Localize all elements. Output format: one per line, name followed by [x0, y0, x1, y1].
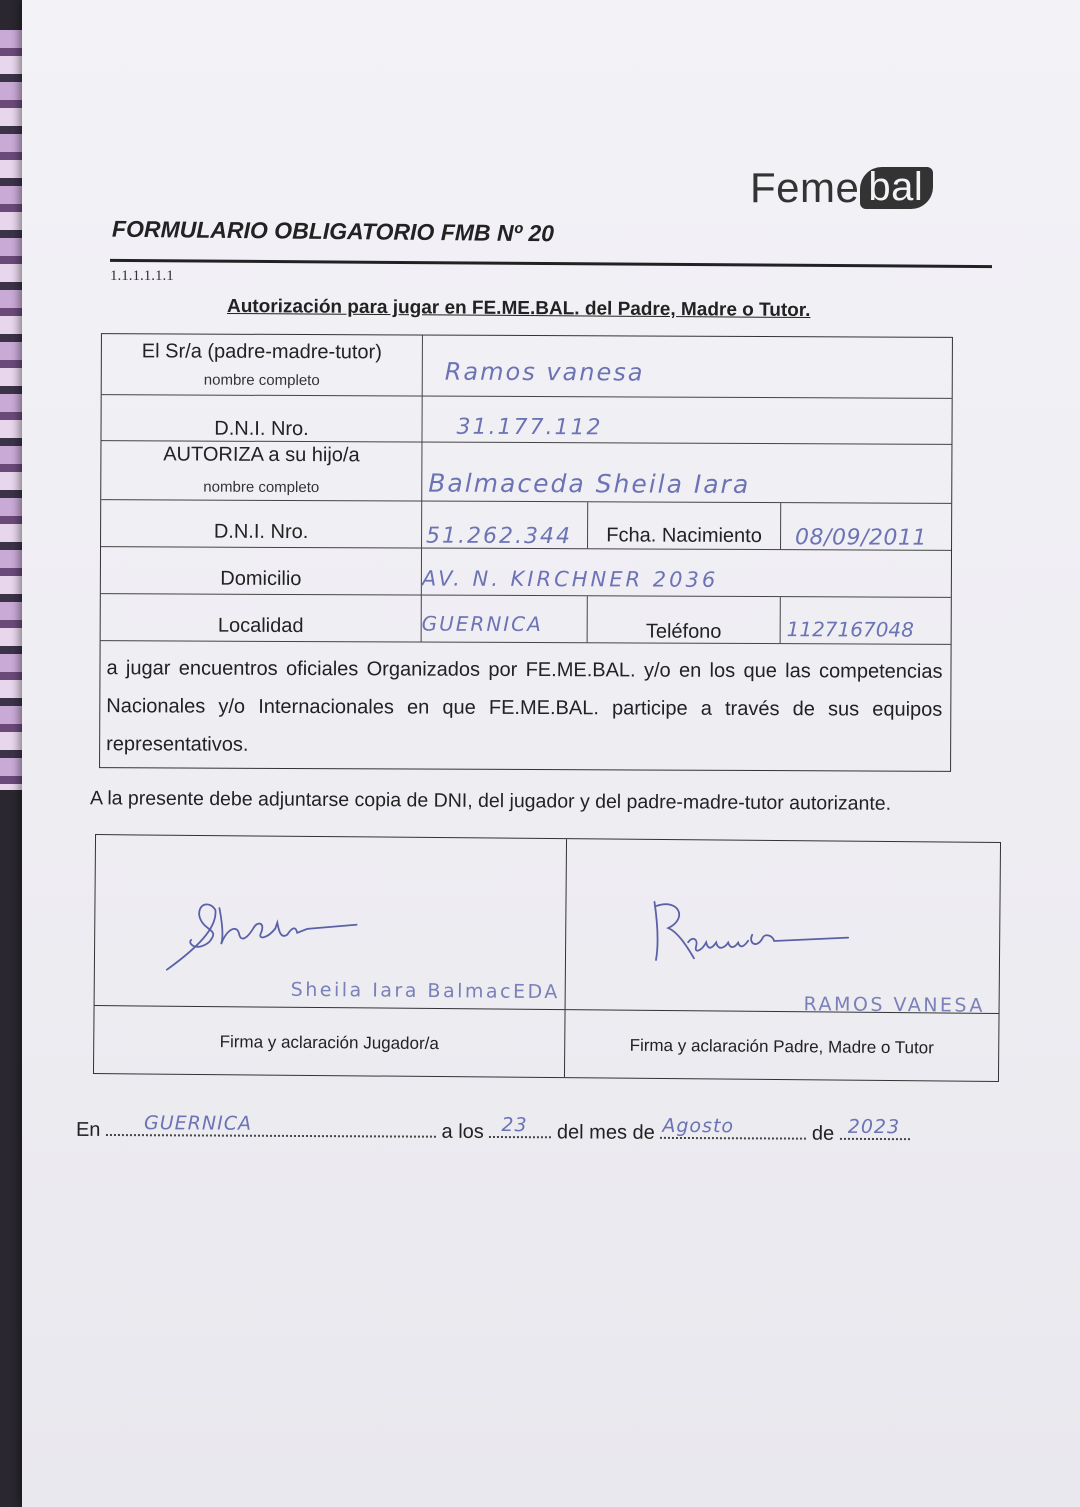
guardian-signature-area [565, 839, 1000, 1081]
player-signature-label: Firma y aclaración Jugador/a [219, 1032, 439, 1054]
child-dni-value: 51.262.344 [426, 523, 573, 550]
locality-value: GUERNICA [421, 611, 543, 637]
form-title: FORMULARIO OBLIGATORIO FMB Nº 20 [111, 215, 555, 247]
attachment-note: A la presente debe adjuntarse copia de DNI, del jugador y del padre-madre-tutor autorizante. [89, 787, 892, 815]
authorization-text: a jugar encuentros oficiales Organizados por FE.ME.BAL. y/o en los que las competencias Nacionales y/o Internacionales en que FE.ME.BAL. participe a través de sus equipos representativos. [106, 657, 943, 756]
document-page [22, 0, 1080, 1507]
a-los-label: a los [441, 1120, 484, 1143]
birth-date-value: 08/09/2011 [795, 525, 927, 551]
guardian-dni-value: 31.177.112 [456, 414, 603, 441]
authorization-table [99, 333, 953, 772]
guardian-dni-label: D.N.I. Nro. [214, 417, 309, 441]
en-label: En [75, 1118, 101, 1141]
year-label: de [811, 1122, 835, 1145]
month-label: del mes de [556, 1121, 655, 1144]
address-value: AV. N. KIRCHNER 2036 [421, 566, 719, 592]
guardian-row [102, 334, 952, 399]
place-value: GUERNICA [144, 1112, 253, 1135]
player-clarification: Sheila Iara BalmacEDA [290, 978, 560, 1004]
child-name-value: Balmaceda Sheila Iara [428, 468, 751, 499]
guardian-sublabel: nombre completo [203, 371, 320, 390]
femebal-logo: Feme bal [750, 160, 933, 216]
address-row [101, 547, 951, 598]
guardian-dni-row [101, 395, 951, 445]
phone-value: 1127167048 [786, 617, 914, 642]
form-subtitle: Autorización para jugar en FE.ME.BAL. del Padre, Madre o Tutor. [226, 295, 811, 322]
child-dni-row [101, 500, 951, 551]
guardian-signature [648, 898, 869, 980]
child-row [101, 441, 951, 504]
child-dni-label: D.N.I. Nro. [213, 520, 309, 544]
day-value: 23 [501, 1114, 528, 1137]
child-sublabel: nombre completo [203, 478, 320, 497]
player-signature-area [94, 835, 567, 1077]
title-rule [110, 259, 992, 268]
guardian-clarification: RAMOS VANESA [803, 993, 985, 1017]
form-code: 1.1.1.1.1.1 [110, 268, 174, 284]
address-label: Domicilio [220, 567, 302, 591]
signature-box [93, 834, 1001, 1082]
place-date-line [75, 1112, 910, 1146]
guardian-signature-label: Firma y aclaración Padre, Madre o Tutor [629, 1035, 934, 1058]
guardian-name-value: Ramos vanesa [444, 357, 645, 387]
phone-label: Teléfono [645, 620, 722, 643]
authorization-paragraph [100, 641, 951, 771]
authorizes-label: AUTORIZA a su hijo/a [163, 443, 360, 467]
birth-label: Fcha. Nacimiento [606, 524, 762, 548]
month-value: Agosto [662, 1114, 735, 1138]
player-signature [157, 898, 358, 980]
locality-label: Localidad [217, 614, 304, 638]
locality-row [101, 594, 951, 645]
guardian-label: El Sr/a (padre-madre-tutor) [141, 340, 382, 364]
year-value: 2023 [847, 1115, 901, 1139]
